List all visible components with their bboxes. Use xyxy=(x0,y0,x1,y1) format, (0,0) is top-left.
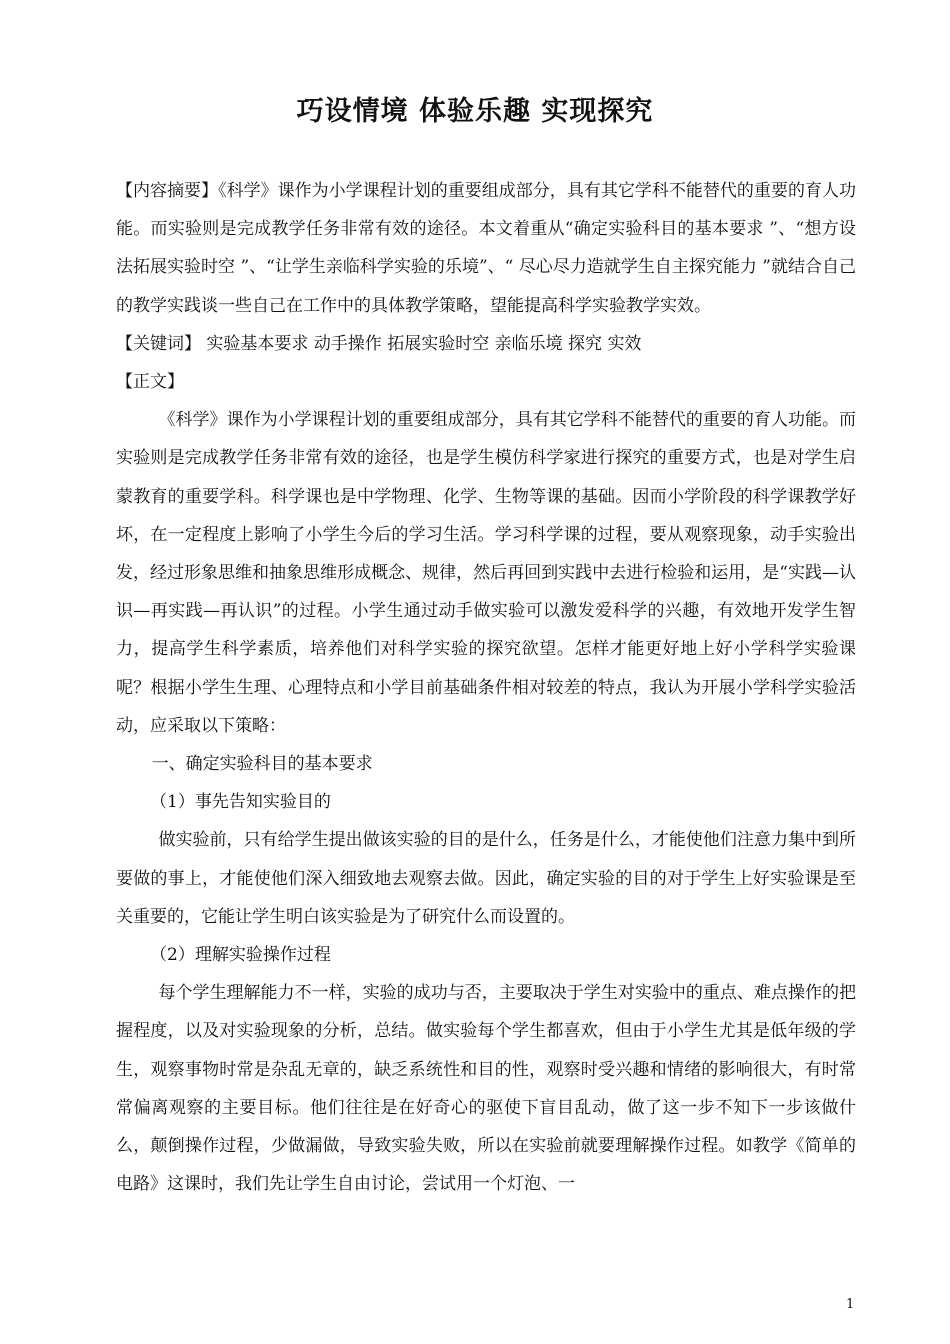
abstract-text: 《科学》课作为小学课程计划的重要组成部分，具有其它学科不能替代的重要的育人功能。而实验则是完成教学任务非常有效的途径。本文着重从“确定实验科目的基本要求 ”、“想方设法拓展实验时空 ”、“让学生亲临科学实验的乐境”、“ 尽心尽力造就学生自主探究能力 ”就结合自己的教学实践谈一些自己在工作中的具体教学策略，望能提高科学实验教学实效。 xyxy=(116,181,857,316)
intro-paragraph: 《科学》课作为小学课程计划的重要组成部分，具有其它学科不能替代的重要的育人功能。而实验则是完成教学任务非常有效的途径，也是学生模仿科学家进行探究的重要方式，也是对学生启蒙教育的重要学科。科学课也是中学物理、化学、生物等课的基础。因而小学阶段的科学课教学好坏，在一定程度上影响了小学生今后的学习生活。学习科学课的过程，要从观察现象，动手实验出发，经过形象思维和抽象思维形成概念、规律，然后再回到实践中去进行检验和运用，是“实践—认识—再实践—再认识”的过程。小学生通过动手做实验可以激发爱科学的兴趣，有效地开发学生智力，提高学生科学素质，培养他们对科学实验的探究欲望。怎样才能更好地上好小学科学实验课呢？根据小学生生理、心理特点和小学目前基础条件相对较差的特点，我认为开展小学科学实验活动，应采取以下策略： xyxy=(116,410,856,736)
document-body xyxy=(116,172,856,1203)
abstract-paragraph xyxy=(116,172,856,325)
subsection-paragraph: 每个学生理解能力不一样，实验的成功与否，主要取决于学生对实验中的重点、难点操作的把握程度，以及对实验现象的分析，总结。做实验每个学生都喜欢，但由于小学生尤其是低年级的学生，观察事物时常是杂乱无章的，缺乏系统性和目的性，观察时受兴趣和情绪的影响很大，有时常常偏离观察的主要目标。他们往往是在好奇心的驱使下盲目乱动，做了这一步不知下一步该做什么，颠倒操作过程，少做漏做，导致实验失败，所以在实验前就要理解操作过程。如教学《简单的电路》这课时，我们先让学生自由讨论，尝试用一个灯泡、一 xyxy=(116,983,856,1195)
subsection-heading: （2）理解实验操作过程 xyxy=(150,945,331,966)
keyword-item: 实验基本要求 xyxy=(206,333,309,354)
subsection-heading: （1）事先告知实验目的 xyxy=(150,792,331,813)
page-number: 1 xyxy=(846,1297,855,1312)
document-title: 巧设情境 体验乐趣 实现探究 xyxy=(296,96,654,127)
keyword-item: 探究 xyxy=(568,333,603,354)
keyword-item: 拓展实验时空 xyxy=(387,333,490,354)
section-heading: 一、确定实验科目的基本要求 xyxy=(151,754,373,775)
abstract-label: 【内容摘要】 xyxy=(116,181,219,201)
keywords-line xyxy=(116,325,856,363)
keyword-item: 动手操作 xyxy=(313,333,382,354)
keywords-label: 【关键词】 xyxy=(116,333,201,354)
keyword-item: 亲临乐境 xyxy=(494,333,563,354)
body-label: 【正文】 xyxy=(116,372,184,393)
subsection-paragraph: 做实验前，只有给学生提出做该实验的目的是什么，任务是什么，才能使他们注意力集中到所要做的事上，才能使他们深入细致地去观察去做。因此，确定实验的目的对于学生上好实验课是至关重要的，它能让学生明白该实验是为了研究什么而设置的。 xyxy=(116,830,856,927)
keyword-item: 实效 xyxy=(607,333,642,354)
